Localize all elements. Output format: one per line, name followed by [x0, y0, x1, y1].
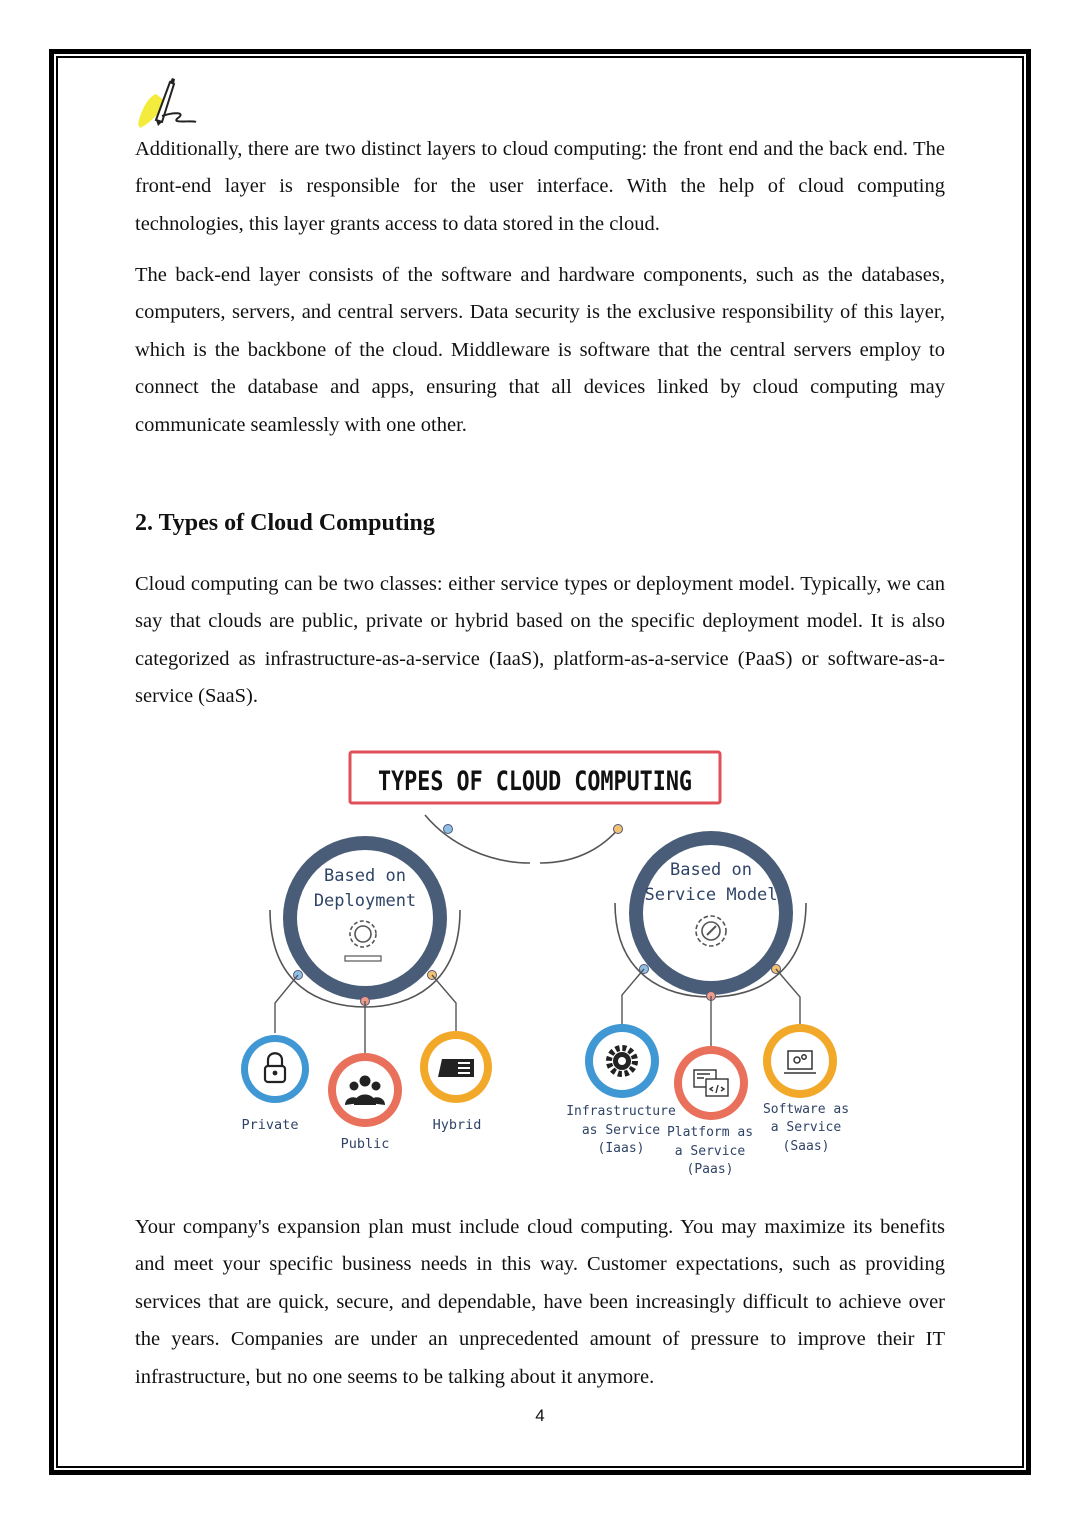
paragraph-types-intro: Cloud computing can be two classes: either service types or deployment model. Typically, we can say that clouds are public, private or hybrid based on the specific deployment model. It is also categorized as infrastructure-as-a-service (IaaS), platform-as-a-service (PaaS) or software-as-a-service (SaaS).	[135, 573, 945, 708]
deployment-hub-line2: Deployment	[313, 891, 417, 911]
iaas-label-line3: (Iaas)	[597, 1141, 645, 1156]
page-number: 4	[535, 1406, 545, 1425]
service-hub-line2: Service Model	[644, 885, 778, 905]
pen-writing-icon	[134, 76, 200, 134]
paragraph-back-end: The back-end layer consists of the software and hardware components, such as the databases, computers, servers, and central servers. Data security is the exclusive responsibility of this layer, which is the backbone of the cloud. Middleware is software that the central servers employ to connect the database and apps, ensuring that all devices linked by cloud computing may communicate seamlessly with one other.	[135, 264, 945, 436]
service-hub-line1: Based on	[670, 860, 752, 880]
saas-label-line3: (Saas)	[782, 1139, 830, 1154]
paas-label-line2: a Service	[674, 1144, 746, 1159]
saas-label-line1: Software as	[762, 1102, 850, 1117]
public-label: Public	[340, 1136, 390, 1152]
paragraph-front-end: Additionally, there are two distinct layers to cloud computing: the front end and the back end. The front-end layer is responsible for the user interface. With the help of cloud computing technologies, this layer grants access to data stored in the cloud.	[135, 138, 945, 235]
saas-label-line2: a Service	[770, 1120, 842, 1135]
diagram-title: TYPES OF CLOUD COMPUTING	[378, 766, 692, 797]
paas-label-line3: (Paas)	[686, 1162, 734, 1177]
private-label: Private	[241, 1117, 299, 1133]
section-heading: 2. Types of Cloud Computing	[135, 510, 435, 536]
paragraph-expansion: Your company's expansion plan must include cloud computing. You may maximize its benefits and meet your specific business needs in this way. Customer expectations, such as providing services that are quick, secure, and dependable, have been increasingly difficult to achieve over the years. Companies are under an unprecedented amount of pressure to improve their IT infrastructure, but no one seems to be talking about it anymore.	[135, 1216, 945, 1388]
cloud-types-diagram	[230, 745, 850, 1185]
server-icon	[438, 1059, 474, 1077]
deployment-hub-line1: Based on	[324, 866, 406, 886]
iaas-label-line2: as Service	[581, 1123, 661, 1138]
paas-label-line1: Platform as	[666, 1125, 754, 1140]
hybrid-label: Hybrid	[432, 1117, 482, 1133]
iaas-label-line1: Infrastructure	[566, 1104, 676, 1119]
